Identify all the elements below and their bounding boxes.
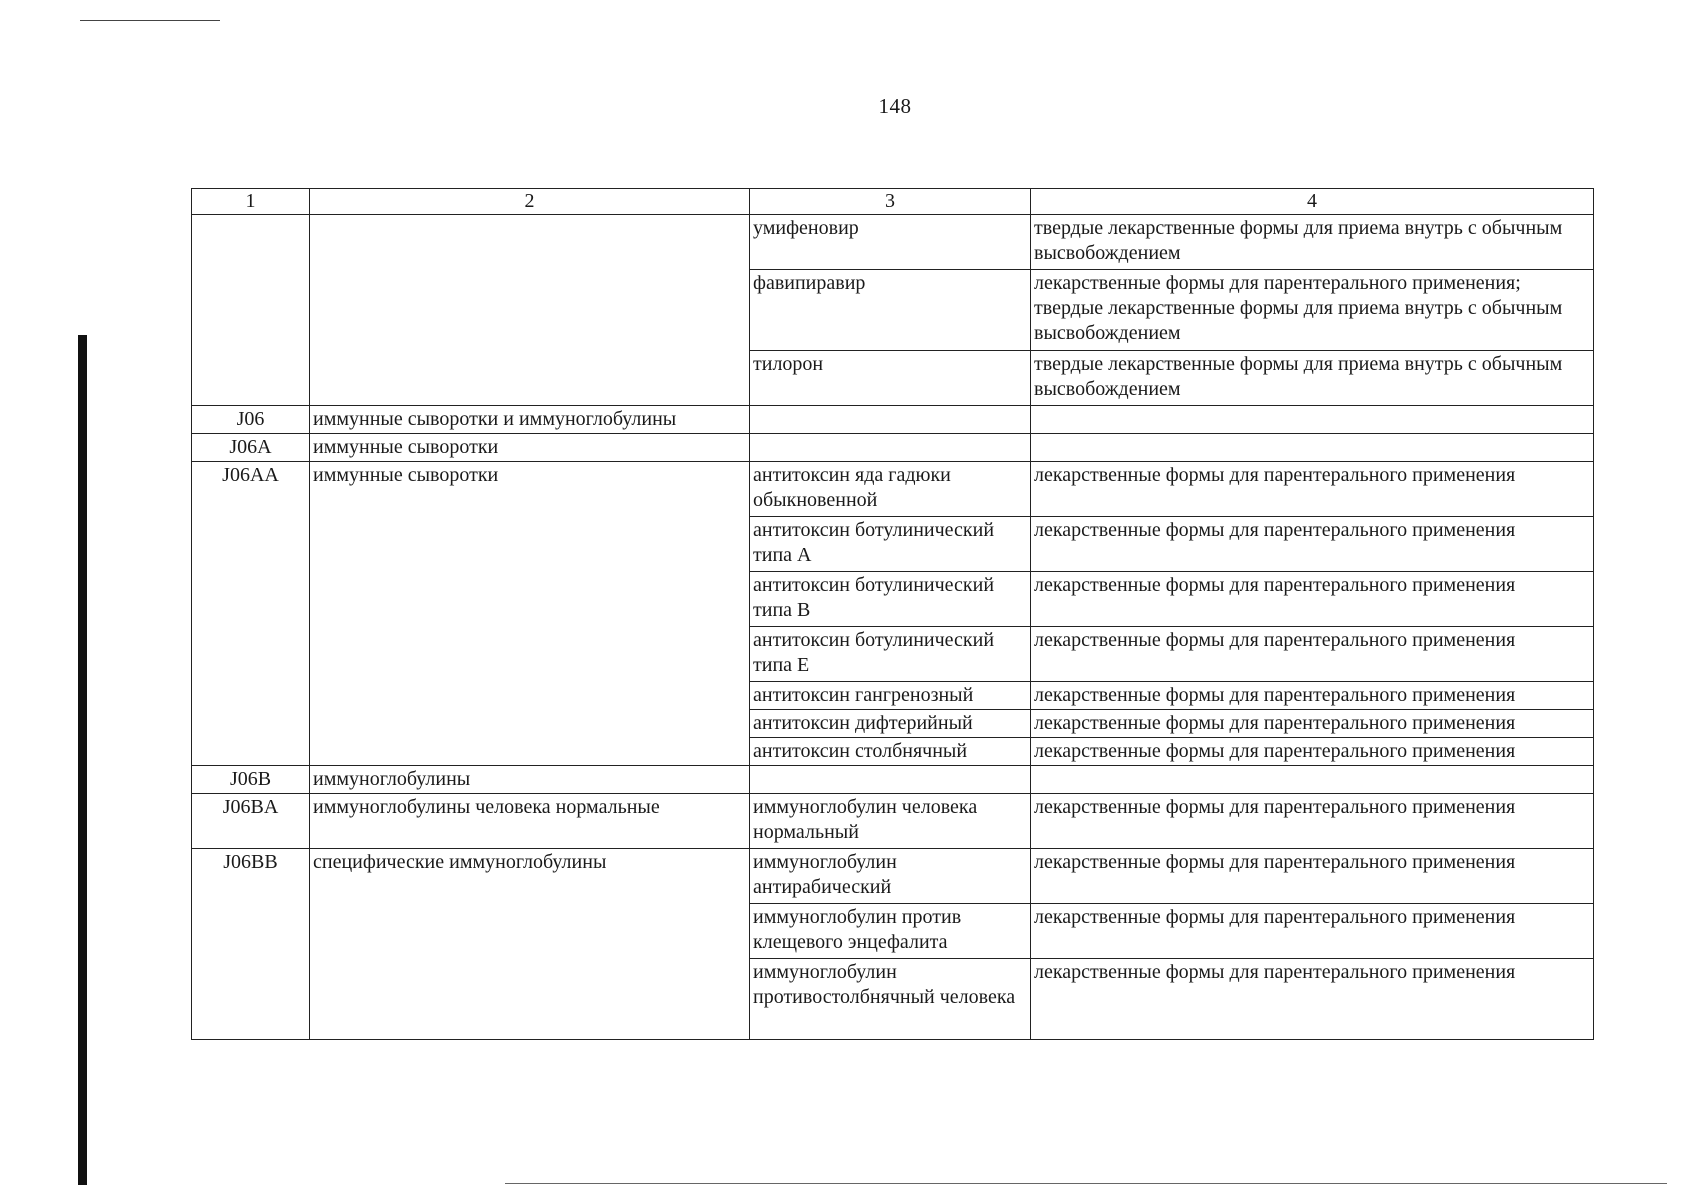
group-title-cell-empty (310, 215, 750, 406)
atc-code-cell: J06BB (192, 849, 310, 1040)
atc-code-cell: J06AA (192, 462, 310, 766)
drug-name-cell: тилорон (750, 351, 1031, 406)
page-number: 148 (878, 94, 912, 118)
dosage-form-cell (1031, 766, 1594, 794)
atc-code-cell: J06BA (192, 794, 310, 849)
drug-name-cell: антитоксин ботулинический типа Е (750, 627, 1031, 682)
dosage-form-cell (1031, 406, 1594, 434)
drug-name-cell (750, 766, 1031, 794)
group-title-cell: специфические иммуноглобулины (310, 849, 750, 1040)
dosage-form-cell: лекарственные формы для парентерального применения (1031, 462, 1594, 517)
table-row (192, 434, 1594, 462)
scan-edge-line-bottom (505, 1183, 1667, 1184)
dosage-form-cell: лекарственные формы для парентерального применения (1031, 959, 1594, 1040)
table-row (192, 406, 1594, 434)
drug-name-cell: антитоксин ботулинический типа В (750, 572, 1031, 627)
column-header: 2 (310, 189, 750, 215)
table-row (192, 215, 1594, 270)
drug-name-cell: антитоксин гангренозный (750, 682, 1031, 710)
group-title-cell: иммунные сыворотки (310, 434, 750, 462)
group-title-cell: иммуноглобулины человека нормальные (310, 794, 750, 849)
group-title-cell: иммуноглобулины (310, 766, 750, 794)
dosage-form-cell: лекарственные формы для парентерального применения (1031, 738, 1594, 766)
drug-table (191, 188, 1594, 1040)
dosage-form-cell: лекарственные формы для парентерального применения (1031, 572, 1594, 627)
column-header: 4 (1031, 189, 1594, 215)
dosage-form-cell: лекарственные формы для парентерального применения (1031, 794, 1594, 849)
drug-name-cell: антитоксин дифтерийный (750, 710, 1031, 738)
drug-name-cell (750, 434, 1031, 462)
column-header: 3 (750, 189, 1031, 215)
drug-name-cell: умифеновир (750, 215, 1031, 270)
dosage-form-cell: лекарственные формы для парентерального применения (1031, 517, 1594, 572)
drug-name-cell: антитоксин ботулинический типа А (750, 517, 1031, 572)
table-row (192, 794, 1594, 849)
dosage-form-cell: лекарственные формы для парентерального применения (1031, 849, 1594, 904)
drug-name-cell: иммуноглобулин против клещевого энцефалита (750, 904, 1031, 959)
dosage-form-cell: лекарственные формы для парентерального применения (1031, 710, 1594, 738)
atc-code-cell: J06 (192, 406, 310, 434)
drug-name-cell (750, 406, 1031, 434)
drug-name-cell: иммуноглобулин человека нормальный (750, 794, 1031, 849)
table-row (192, 766, 1594, 794)
table-header-row (192, 189, 1594, 215)
code-cell-empty (192, 215, 310, 406)
drug-name-cell: фавипиравир (750, 270, 1031, 351)
group-title-cell: иммунные сыворотки и иммуноглобулины (310, 406, 750, 434)
dosage-form-cell: твердые лекарственные формы для приема внутрь с обычным высвобождением (1031, 351, 1594, 406)
dosage-form-cell (1031, 434, 1594, 462)
atc-code-cell: J06B (192, 766, 310, 794)
table-row (192, 462, 1594, 517)
drug-name-cell: иммуноглобулин антирабический (750, 849, 1031, 904)
dosage-form-cell: лекарственные формы для парентерального применения (1031, 682, 1594, 710)
drug-name-cell: антитоксин яда гадюки обыкновенной (750, 462, 1031, 517)
scan-edge-line-top (80, 20, 220, 21)
column-header: 1 (192, 189, 310, 215)
group-title-cell: иммунные сыворотки (310, 462, 750, 766)
atc-code-cell: J06A (192, 434, 310, 462)
drug-name-cell: антитоксин столбнячный (750, 738, 1031, 766)
drug-name-cell: иммуноглобулин противостолбнячный человека (750, 959, 1031, 1040)
dosage-form-cell: лекарственные формы для парентерального применения (1031, 904, 1594, 959)
dosage-form-cell: лекарственные формы для парентерального применения (1031, 627, 1594, 682)
scan-edge-bar-left (78, 335, 87, 1185)
dosage-form-cell: твердые лекарственные формы для приема внутрь с обычным высвобождением (1031, 215, 1594, 270)
dosage-form-cell: лекарственные формы для парентерального применения; твердые лекарственные формы для приема внутрь с обычным высвобождением (1031, 270, 1594, 351)
table-row (192, 849, 1594, 904)
